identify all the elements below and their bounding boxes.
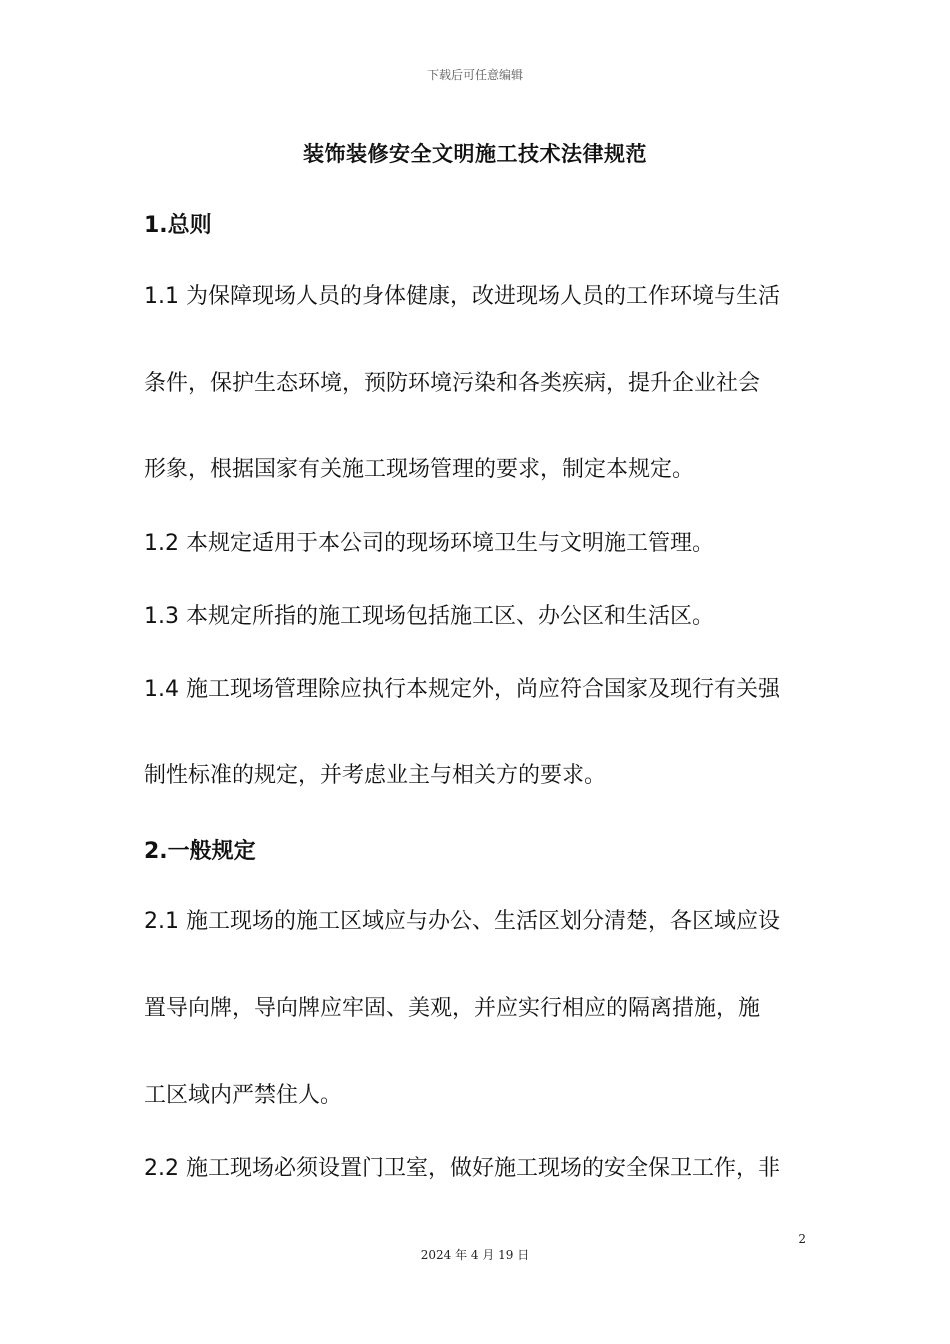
paragraph-line: 2.1 施工现场的施工区域应与办公、生活区划分清楚，各区域应设 — [144, 909, 780, 934]
paragraph-line: 置导向牌，导向牌应牢固、美观，并应实行相应的隔离措施，施 — [144, 996, 761, 1021]
paragraph-line: 2.2 施工现场必须设置门卫室，做好施工现场的安全保卫工作，非 — [144, 1156, 780, 1181]
section-heading-general: 1.总则 — [144, 213, 212, 238]
paragraph-line: 制性标准的规定，并考虑业主与相关方的要求。 — [144, 763, 607, 788]
paragraph-line: 1.4 施工现场管理除应执行本规定外，尚应符合国家及现行有关强 — [144, 677, 780, 702]
paragraph-line: 1.1 为保障现场人员的身体健康，改进现场人员的工作环境与生活 — [144, 284, 780, 309]
paragraph-line: 形象，根据国家有关施工现场管理的要求，制定本规定。 — [144, 457, 695, 482]
paragraph-line: 1.2 本规定适用于本公司的现场环境卫生与文明施工管理。 — [144, 531, 714, 556]
header-note: 下载后可任意编辑 — [426, 68, 523, 82]
paragraph-line: 条件，保护生态环境，预防环境污染和各类疾病，提升企业社会 — [144, 371, 761, 396]
section-heading-general-rules: 2.一般规定 — [144, 839, 256, 864]
paragraph-line: 工区域内严禁住人。 — [144, 1083, 343, 1108]
page-number: 2 — [798, 1232, 806, 1246]
document-title: 装饰装修安全文明施工技术法律规范 — [303, 142, 647, 166]
paragraph-line: 1.3 本规定所指的施工现场包括施工区、办公区和生活区。 — [144, 604, 714, 629]
footer-date: 2024 年 4 月 19 日 — [420, 1248, 530, 1262]
